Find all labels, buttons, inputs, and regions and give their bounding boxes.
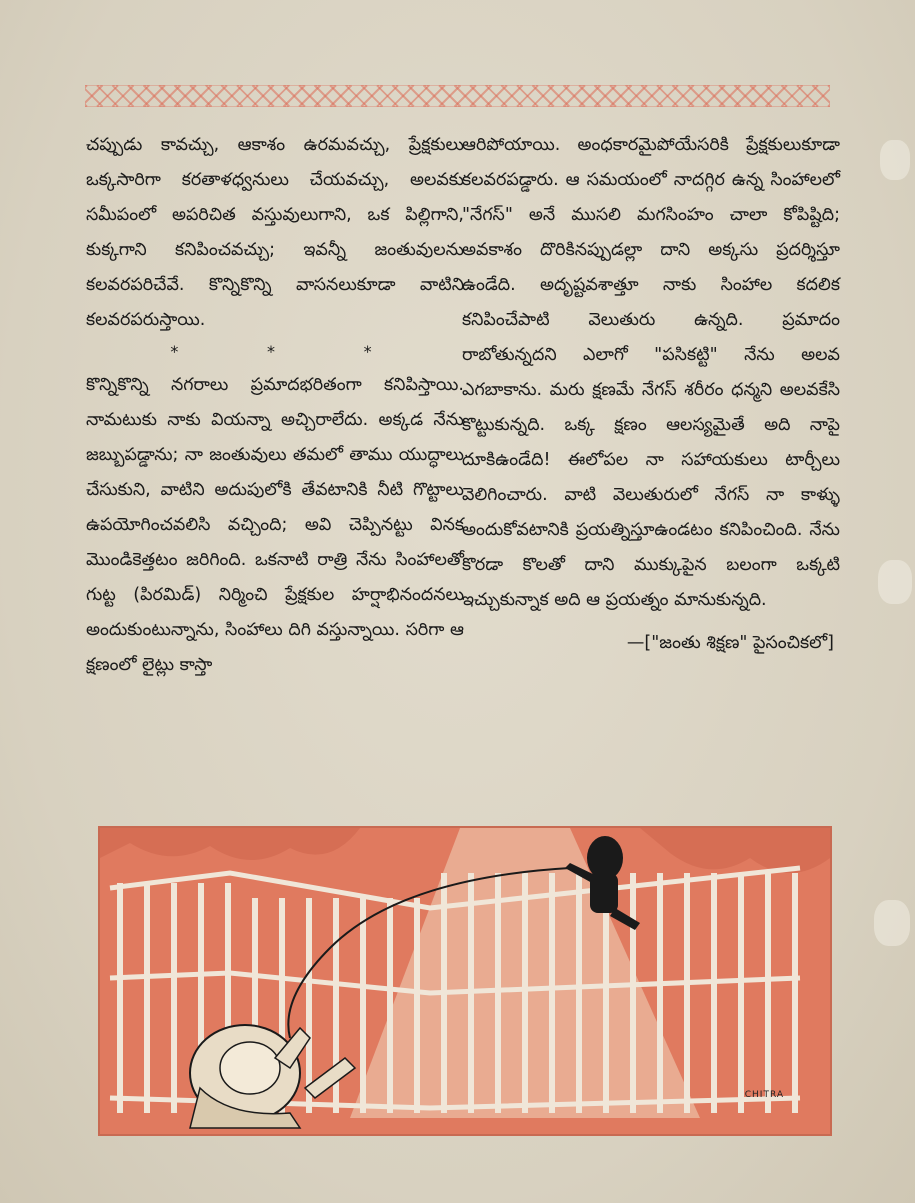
separator-star-1: * <box>170 342 179 361</box>
artist-signature: CHITRA <box>744 1090 784 1100</box>
tape-mark-1 <box>880 140 910 180</box>
left-column <box>86 128 464 683</box>
left-paragraph-2: కొన్నికొన్ని నగరాలు ప్రమాదభరితంగా కనిపిస్తాయి. నామటుకు నాకు వియన్నా అచ్చిరాలేదు. అక్కడ నేను జబ్బుపడ్డాను; నా జంతువులు తమలో తాము యుద్ధాలు చేసుకుని, వాటిని అదుపులోకి తేవటానికి నీటి గొట్టాలు ఉపయోగించవలిసి వచ్చింది; అవి చెప్పినట్టు వినక మొండికెత్తటం జరిగింది. ఒకనాటి రాత్రి నేను సింహాలతో గుట్ట (పిరమిడ్) నిర్మించి ప్రేక్షకుల హర్షాభినందనలు అందుకుంటున్నాను, సింహాలు దిగి వస్తున్నాయి. సరిగా ఆ క్షణంలో లైట్లు కాస్తా <box>86 375 464 675</box>
separator-star-3: * <box>363 342 372 361</box>
separator-star-2: * <box>266 342 275 361</box>
section-separator <box>126 342 416 362</box>
tape-mark-2 <box>878 560 912 604</box>
source-credit: —["జంతు శిక్షణ" పైసంచికలో] <box>626 633 834 653</box>
curtain-left <box>100 828 360 860</box>
lion-figure <box>190 1025 355 1128</box>
right-column <box>462 128 840 661</box>
tape-mark-3 <box>874 900 910 946</box>
right-paragraph-1: ఆరిపోయాయి. అంధకారమైపోయేసరికి ప్రేక్షకులుకూడా కలవరపడ్డారు. ఆ సమయంలో నాదగ్గిర ఉన్న సింహాలలో "నేగస్" అనే ముసలి మగసింహం చాలా కోపిష్టిది; అవకాశం దొరికినప్పుడల్లా దాని అక్కసు ప్రదర్శిస్తూ ఉండేది. అదృష్టవశాత్తూ నాకు సింహాల కదలిక కనిపించేపాటి వెలుతురు ఉన్నది. ప్రమాదం రాబోతున్నదని ఎలాగో "పసికట్టి" నేను అలవ ఎగబాకాను. మరు క్షణమే నేగస్ శరీరం ధన్మని అలవకేసి కొట్టుకున్నది. ఒక్క క్షణం ఆలస్యమైతే అది నాపై దూకిఉండేది! ఈలోపల నా సహాయకులు టార్చీలు వెలిగించారు. వాటి వెలుతురులో నేగస్ నా కాళ్ళు అందుకోవటానికి ప్రయత్నిస్తూఉండటం కనిపించింది. నేను కొరడా కొలతో దాని ముక్కుపైన బలంగా ఒక్కటి ఇచ్చుకున్నాక అది ఆ ప్రయత్నం మానుకున్నది. <box>462 135 840 610</box>
left-paragraph-1: చప్పుడు కావచ్చు, ఆకాశం ఉరమవచ్చు, ప్రేక్షకులు ఒక్కసారిగా కరతాళధ్వనులు చేయవచ్చు, అలవకు సమీపంలో అపరిచిత వస్తువులుగాని, ఒక పిల్లిగాని, కుక్కగాని కనిపించవచ్చు; ఇవన్నీ జంతువులను కలవరపరిచేవే. కొన్నికొన్ని వాసనలుకూడా వాటిని కలవరపరుస్తాయి. <box>86 135 464 330</box>
illustration-drawing <box>100 828 830 1134</box>
decorative-border <box>85 85 830 107</box>
lion-cage-illustration <box>98 826 832 1136</box>
